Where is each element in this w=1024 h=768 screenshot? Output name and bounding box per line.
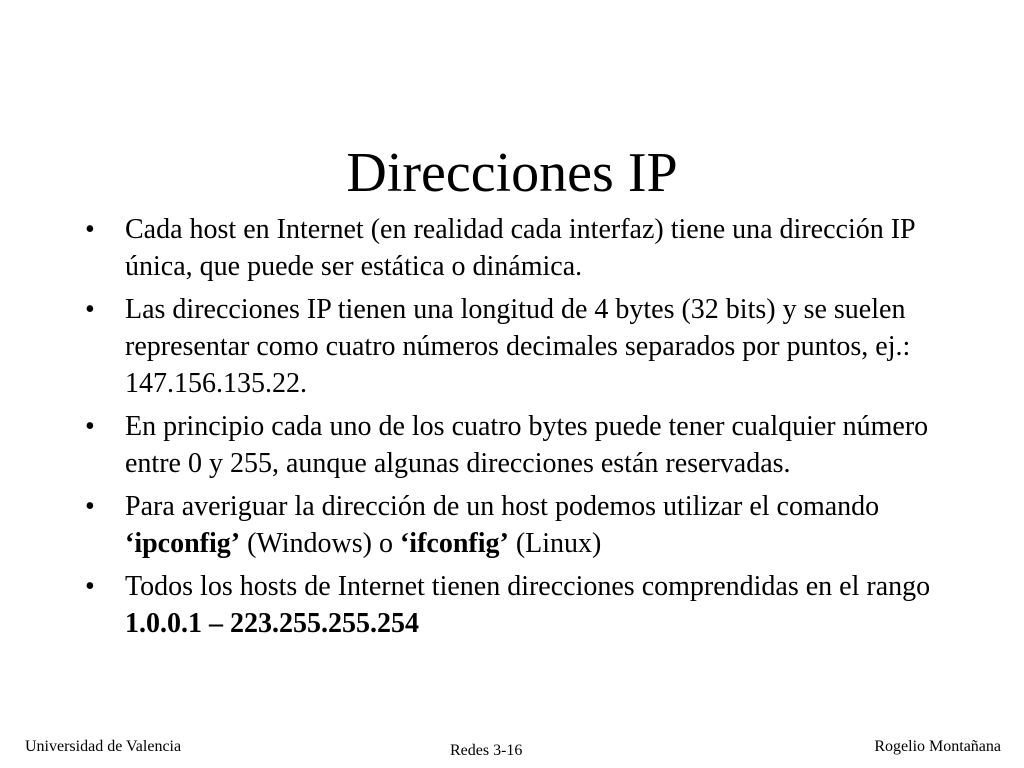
- bullet-text-segment: (Windows) o: [240, 528, 400, 559]
- bullet-icon: •: [85, 214, 95, 245]
- bullet-icon: •: [85, 491, 95, 522]
- bullet-text: Las direcciones IP tienen una longitud de 4 bytes (32 bits) y se suelen representar como cuatro números decimales separados por puntos, ej.: 147.156.135.22.: [125, 294, 911, 399]
- bullet-item: [85, 568, 935, 642]
- bullet-item: [85, 488, 935, 562]
- footer-slide-number: Redes 3-16: [450, 742, 523, 759]
- bullet-icon: •: [85, 411, 95, 442]
- bullet-text: Cada host en Internet (en realidad cada interfaz) tiene una dirección IP única, que puede ser estática o dinámica.: [125, 214, 915, 282]
- bullet-text: En principio cada uno de los cuatro bytes puede tener cualquier número entre 0 y 255, aunque algunas direcciones están reservadas.: [125, 411, 929, 479]
- bullet-text-segment: Todos los hosts de Internet tienen direcciones comprendidas en el rango: [125, 571, 931, 602]
- command-ipconfig: ‘ipconfig’: [125, 528, 241, 559]
- slide-title: Direcciones IP: [346, 141, 678, 204]
- bullet-item: [85, 291, 935, 402]
- bullet-item: [85, 408, 935, 482]
- footer-university: Universidad de Valencia: [25, 738, 182, 755]
- bullet-icon: •: [85, 294, 95, 325]
- bullet-text: [125, 491, 879, 559]
- bullet-text-segment: (Linux): [508, 528, 602, 559]
- bullet-item: [85, 211, 935, 285]
- bullet-text-segment: Para averiguar la dirección de un host podemos utilizar el comando: [125, 491, 880, 522]
- bullet-list: [85, 211, 935, 648]
- command-ifconfig: ‘ifconfig’: [399, 528, 509, 559]
- bullet-text: [125, 571, 930, 639]
- footer-author: Rogelio Montañana: [874, 738, 1001, 755]
- ip-range: 1.0.0.1 – 223.255.255.254: [125, 608, 419, 639]
- bullet-icon: •: [85, 571, 95, 602]
